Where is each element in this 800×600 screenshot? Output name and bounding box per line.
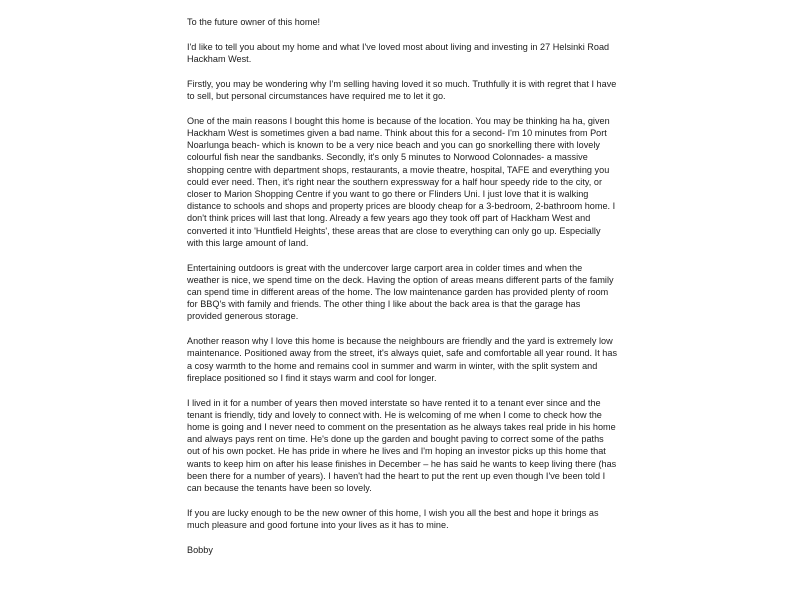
letter-document [187, 16, 617, 556]
paragraph-tenant: I lived in it for a number of years then moved interstate so have rented it to a tenant ever since and the tenant is friendly, tidy and lovely to connect with. He is welcoming of me when I come to check how the home is going and I never need to comment on the presentation as he always takes real pride in his home and always pays rent on time. He's done up the garden and bought paving to correct some of the paths out of his own pocket. He has pride in where he lives and I'm hoping an investor picks up this home that wants to keep him on after his lease finishes in December – he has said he wants to keep living there (has been there for a number of years). I haven't had the heart to put the rent up even though I've been told I can because the tenants have been so lovely. [187, 397, 617, 494]
letter-signoff: Bobby [187, 544, 213, 555]
paragraph-closing: If you are lucky enough to be the new owner of this home, I wish you all the best and hope it brings as much pleasure and good fortune into your lives as it has to mine. [187, 507, 599, 531]
paragraph-location: One of the main reasons I bought this home is because of the location. You may be thinking ha ha, given Hackham West is sometimes given a bad name. Think about this for a second- I'm 10 minutes from Port Noarlunga beach- which is known to be a very nice beach and you can go snorkelling there with lovely colourful fish near the sandbanks. Secondly, it's only 5 minutes to Norwood Colonnades- a massive shopping centre with department shops, restaurants, a movie theatre, hospital, TAFE and everything you could ever need. Then, it's right near the southern expressway for a half hour speedy ride to the city, or closer to Marion Shopping Centre if you want to go there or Flinders Uni. I just love that it is walking distance to schools and shops and property prices are bloody cheap for a 3-bedroom, 2-bathroom home. I don't think prices will last that long. Already a few years ago they took off part of Hackham West and converted it into 'Huntfield Heights', these areas that are close to everything can only go up. Especially with this large amount of land. [187, 115, 616, 248]
letter-salutation: To the future owner of this home! [187, 17, 321, 27]
paragraph-address-intro: I'd like to tell you about my home and what I've loved most about living and investing in 27 Helsinki Road Hackham West. [187, 41, 610, 64]
paragraph-neighbours: Another reason why I love this home is because the neighbours are friendly and the yard is extremely low maintenance. Positioned away from the street, it's always quiet, safe and comfortable all year round. It has a cosy warmth to the home and remains cool in summer and warm in winter, with the split system and fireplace positioned so I find it stays warm and cool for longer. [187, 336, 618, 383]
paragraph-reason-selling: Firstly, you may be wondering why I'm selling having loved it so much. Truthfully it is with regret that I have to sell, but personal circumstances have required me to let it go. [187, 78, 617, 101]
paragraph-entertaining: Entertaining outdoors is great with the undercover large carport area in colder times and when the weather is nice, we spend time on the deck. Having the option of areas means different parts of the family can spend time in different areas of the home. The low maintenance garden has provided plenty of room for BBQ's with family and friends. The other thing I like about the back area is that the garage has provided generous storage. [187, 262, 614, 322]
